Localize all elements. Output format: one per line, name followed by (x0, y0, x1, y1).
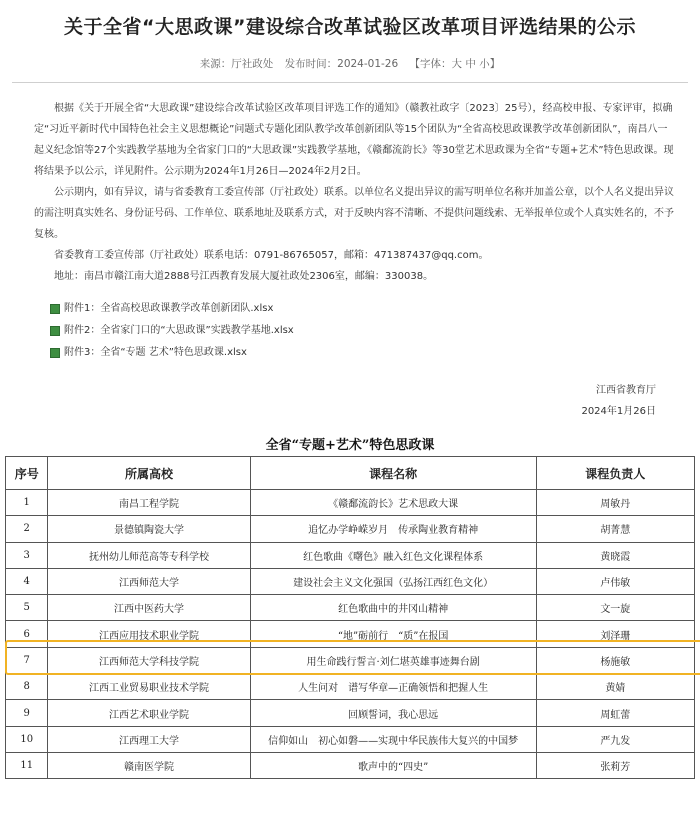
table-row (6, 700, 695, 726)
cell-leader: 周虹蕾 (536, 700, 694, 726)
attachment-item[interactable] (50, 320, 294, 342)
cell-school: 江西师范大学科技学院 (48, 647, 250, 673)
header-leader: 课程负责人 (536, 457, 694, 490)
cell-leader: 张莉芳 (536, 752, 694, 778)
article-title: 关于全省“大思政课”建设综合改革试验区改革项目评选结果的公示 (64, 16, 636, 38)
cell-leader: 黄晓霞 (536, 542, 694, 568)
attachment-link-3[interactable]: 附件3：全省“专题 艺术”特色思政课.xlsx (64, 347, 247, 358)
highlight-box (5, 640, 700, 675)
cell-index: 9 (6, 700, 48, 726)
cell-index: 10 (6, 726, 48, 752)
cell-index: 11 (6, 752, 48, 778)
cell-school: 江西应用技术职业学院 (48, 621, 250, 647)
title-divider (12, 82, 688, 83)
paragraph-contact: 省委教育工委宣传部（厅社政处）联系电话：0791-86765057，邮箱：471387437@qq.com。 (54, 250, 489, 261)
cell-school: 江西艺术职业学院 (48, 700, 250, 726)
cell-school: 景德镇陶瓷大学 (48, 516, 250, 542)
attachment-link-2[interactable]: 附件2：全省家门口的“大思政课”实践教学基地.xlsx (64, 325, 294, 336)
cell-leader: 严九发 (536, 726, 694, 752)
cell-leader: 黄婧 (536, 674, 694, 700)
cell-leader: 刘泽珊 (536, 621, 694, 647)
cell-school: 赣南医学院 (48, 752, 250, 778)
cell-school: 江西工业贸易职业技术学院 (48, 674, 250, 700)
cell-course: 用生命践行誓言·刘仁堪英雄事迹舞台剧 (250, 647, 536, 673)
attachment-item[interactable] (50, 298, 294, 320)
cell-course: 回顾誓词，我心思远 (250, 700, 536, 726)
table-header-row (6, 457, 695, 490)
publish-date: 发布时间：2024-01-26 (284, 58, 399, 70)
cell-leader: 卢伟敏 (536, 568, 694, 594)
header-course: 课程名称 (250, 457, 536, 490)
header-school: 所属高校 (48, 457, 250, 490)
cell-index: 1 (6, 490, 48, 516)
article-body (34, 98, 674, 287)
signature-org: 江西省教育厅 (596, 385, 656, 396)
cell-index: 4 (6, 568, 48, 594)
cell-course: 红色歌曲中的井冈山精神 (250, 595, 536, 621)
table-title: 全省“专题+艺术”特色思政课 (265, 438, 435, 453)
cell-leader: 文一旋 (536, 595, 694, 621)
table-row (6, 516, 695, 542)
cell-school: 抚州幼儿师范高等专科学校 (48, 542, 250, 568)
attachment-link-1[interactable]: 附件1：全省高校思政课教学改革创新团队.xlsx (64, 303, 274, 314)
article-meta (0, 56, 700, 71)
source-label: 来源：厅社政处 (199, 58, 274, 70)
excel-file-icon (50, 304, 60, 314)
cell-course: “地”砺前行 “质”在报国 (250, 621, 536, 647)
cell-course: 人生问对 谱写华章—正确领悟和把握人生 (250, 674, 536, 700)
excel-file-icon (50, 348, 60, 358)
course-table (5, 456, 695, 779)
table-row (6, 752, 695, 778)
paragraph-intro: 根据《关于开展全省“大思政课”建设综合改革试验区改革项目评选工作的通知》（赣教社政字〔2023〕25号），经高校申报、专家评审，拟确定“习近平新时代中国特色社会主义思想概论”问题式专题化团队教学改革创新团队等15个团队为“全省高校思政课教学改革创新团队”，南昌八一起义纪念馆等27个实践教学基地为全省家门口的“大思政课”实践教学基地，《赣鄱流韵长》等30堂艺术思政课为全省“专题+艺术”特色思政课。现将结果予以公示，详见附件。公示期为2024年1月26日—2024年2月2日。 (34, 103, 674, 177)
cell-school: 江西师范大学 (48, 568, 250, 594)
cell-leader: 杨施敏 (536, 647, 694, 673)
paragraph-objection: 公示期内，如有异议，请与省委教育工委宣传部（厅社政处）联系。以单位名义提出异议的需写明单位名称并加盖公章，以个人名义提出异议的需注明真实姓名、身份证号码、工作单位、联系地址及联系方式，对于反映内容不清晰、不提供问题线索、无举报单位或个人真实姓名的，不予复核。 (34, 187, 674, 240)
cell-index: 3 (6, 542, 48, 568)
cell-leader: 周敏丹 (536, 490, 694, 516)
table-row (6, 542, 695, 568)
cell-leader: 胡菁慧 (536, 516, 694, 542)
cell-school: 江西中医药大学 (48, 595, 250, 621)
cell-school: 江西理工大学 (48, 726, 250, 752)
attachment-item[interactable] (50, 342, 294, 364)
cell-course: 信仰如山 初心如磐——实现中华民族伟大复兴的中国梦 (250, 726, 536, 752)
excel-file-icon (50, 326, 60, 336)
cell-index: 5 (6, 595, 48, 621)
font-size-selector[interactable]: 【字体：大 中 小】 (409, 58, 501, 70)
table-row (6, 568, 695, 594)
attachment-list (50, 298, 294, 364)
cell-index: 7 (6, 647, 48, 673)
cell-index: 2 (6, 516, 48, 542)
cell-course: 红色歌曲《曙色》融入红色文化课程体系 (250, 542, 536, 568)
signature-block (581, 380, 656, 422)
signature-date: 2024年1月26日 (581, 406, 656, 417)
table-row (6, 674, 695, 700)
header-index: 序号 (6, 457, 48, 490)
cell-course: 歌声中的“四史” (250, 752, 536, 778)
cell-course: 《赣鄱流韵长》艺术思政大课 (250, 490, 536, 516)
cell-index: 6 (6, 621, 48, 647)
cell-course: 建设社会主义文化强国（弘扬江西红色文化） (250, 568, 536, 594)
cell-school: 南昌工程学院 (48, 490, 250, 516)
table-row (6, 490, 695, 516)
table-row (6, 595, 695, 621)
cell-index: 8 (6, 674, 48, 700)
cell-course: 追忆办学峥嵘岁月 传承陶业教育精神 (250, 516, 536, 542)
table-row (6, 726, 695, 752)
paragraph-address: 地址：南昌市赣江南大道2888号江西教育发展大厦社政处2306室，邮编：330038。 (54, 271, 434, 282)
